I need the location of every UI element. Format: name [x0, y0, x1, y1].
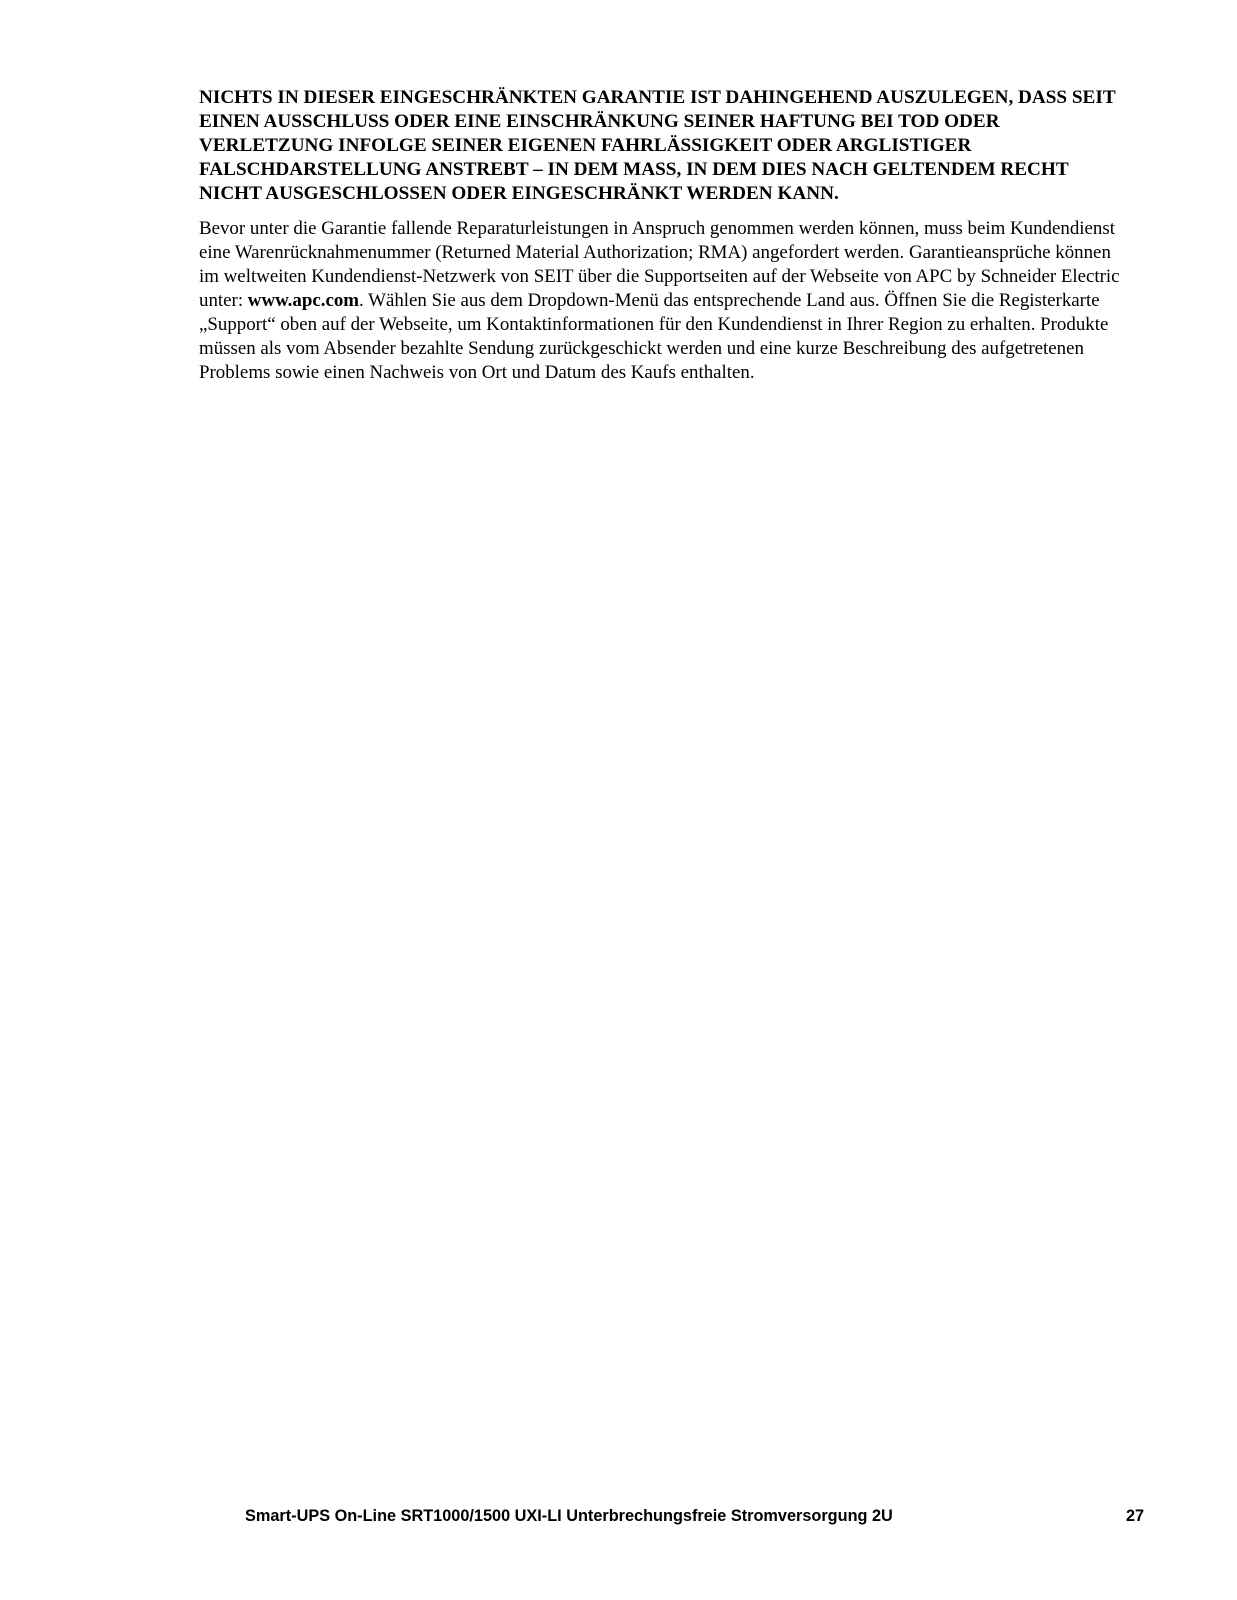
- rma-paragraph: [199, 217, 1129, 385]
- warranty-disclaimer: NICHTS IN DIESER EINGESCHRÄNKTEN GARANTIE IST DAHINGEHEND AUSZULEGEN, DASS SEIT EINEN AUSSCHLUSS ODER EINE EINSCHRÄNKUNG SEINER HAFTUNG BEI TOD ODER VERLETZUNG INFOLGE SEINER EIGENEN FAHRLÄSSIGKEIT ODER ARGLISTIGER FALSCHDARSTELLUNG ANSTREBT – IN DEM MASS, IN DEM DIES NACH GELTENDEM RECHT NICHT AUSGESCHLOSSEN ODER EINGESCHRÄNKT WERDEN KANN.: [199, 87, 1116, 204]
- rma-paragraph-text-start: Bevor unter die Garantie fallende Reparaturleistungen in Anspruch genommen werden können, muss beim Kundendienst eine Warenrücknahmenummer (Returned Material Authorization; RMA) angefordert werden. Garantieansprüche können im weltweiten Kundendienst-Netzwerk von SEIT über die Supportseiten auf der Webseite von APC by Schneider Electric unter:: [199, 218, 1120, 311]
- rma-paragraph-text-end: . Wählen Sie aus dem Dropdown-Menü das entsprechende Land aus. Öffnen Sie die Registerkarte „Support“ oben auf der Webseite, um Kontaktinformationen für den Kundendienst in Ihrer Region zu erhalten. Produkte müssen als vom Absender bezahlte Sendung zurückgeschickt werden und eine kurze Beschreibung des aufgetretenen Problems sowie einen Nachweis von Ort und Datum des Kaufs enthalten.: [199, 290, 1109, 383]
- page-content: [199, 86, 1129, 385]
- page-number: 27: [1126, 1507, 1145, 1525]
- footer-document-title: Smart-UPS On-Line SRT1000/1500 UXI-LI Unterbrechungsfreie Stromversorgung 2U: [245, 1507, 893, 1525]
- apc-website-link[interactable]: www.apc.com: [247, 290, 360, 311]
